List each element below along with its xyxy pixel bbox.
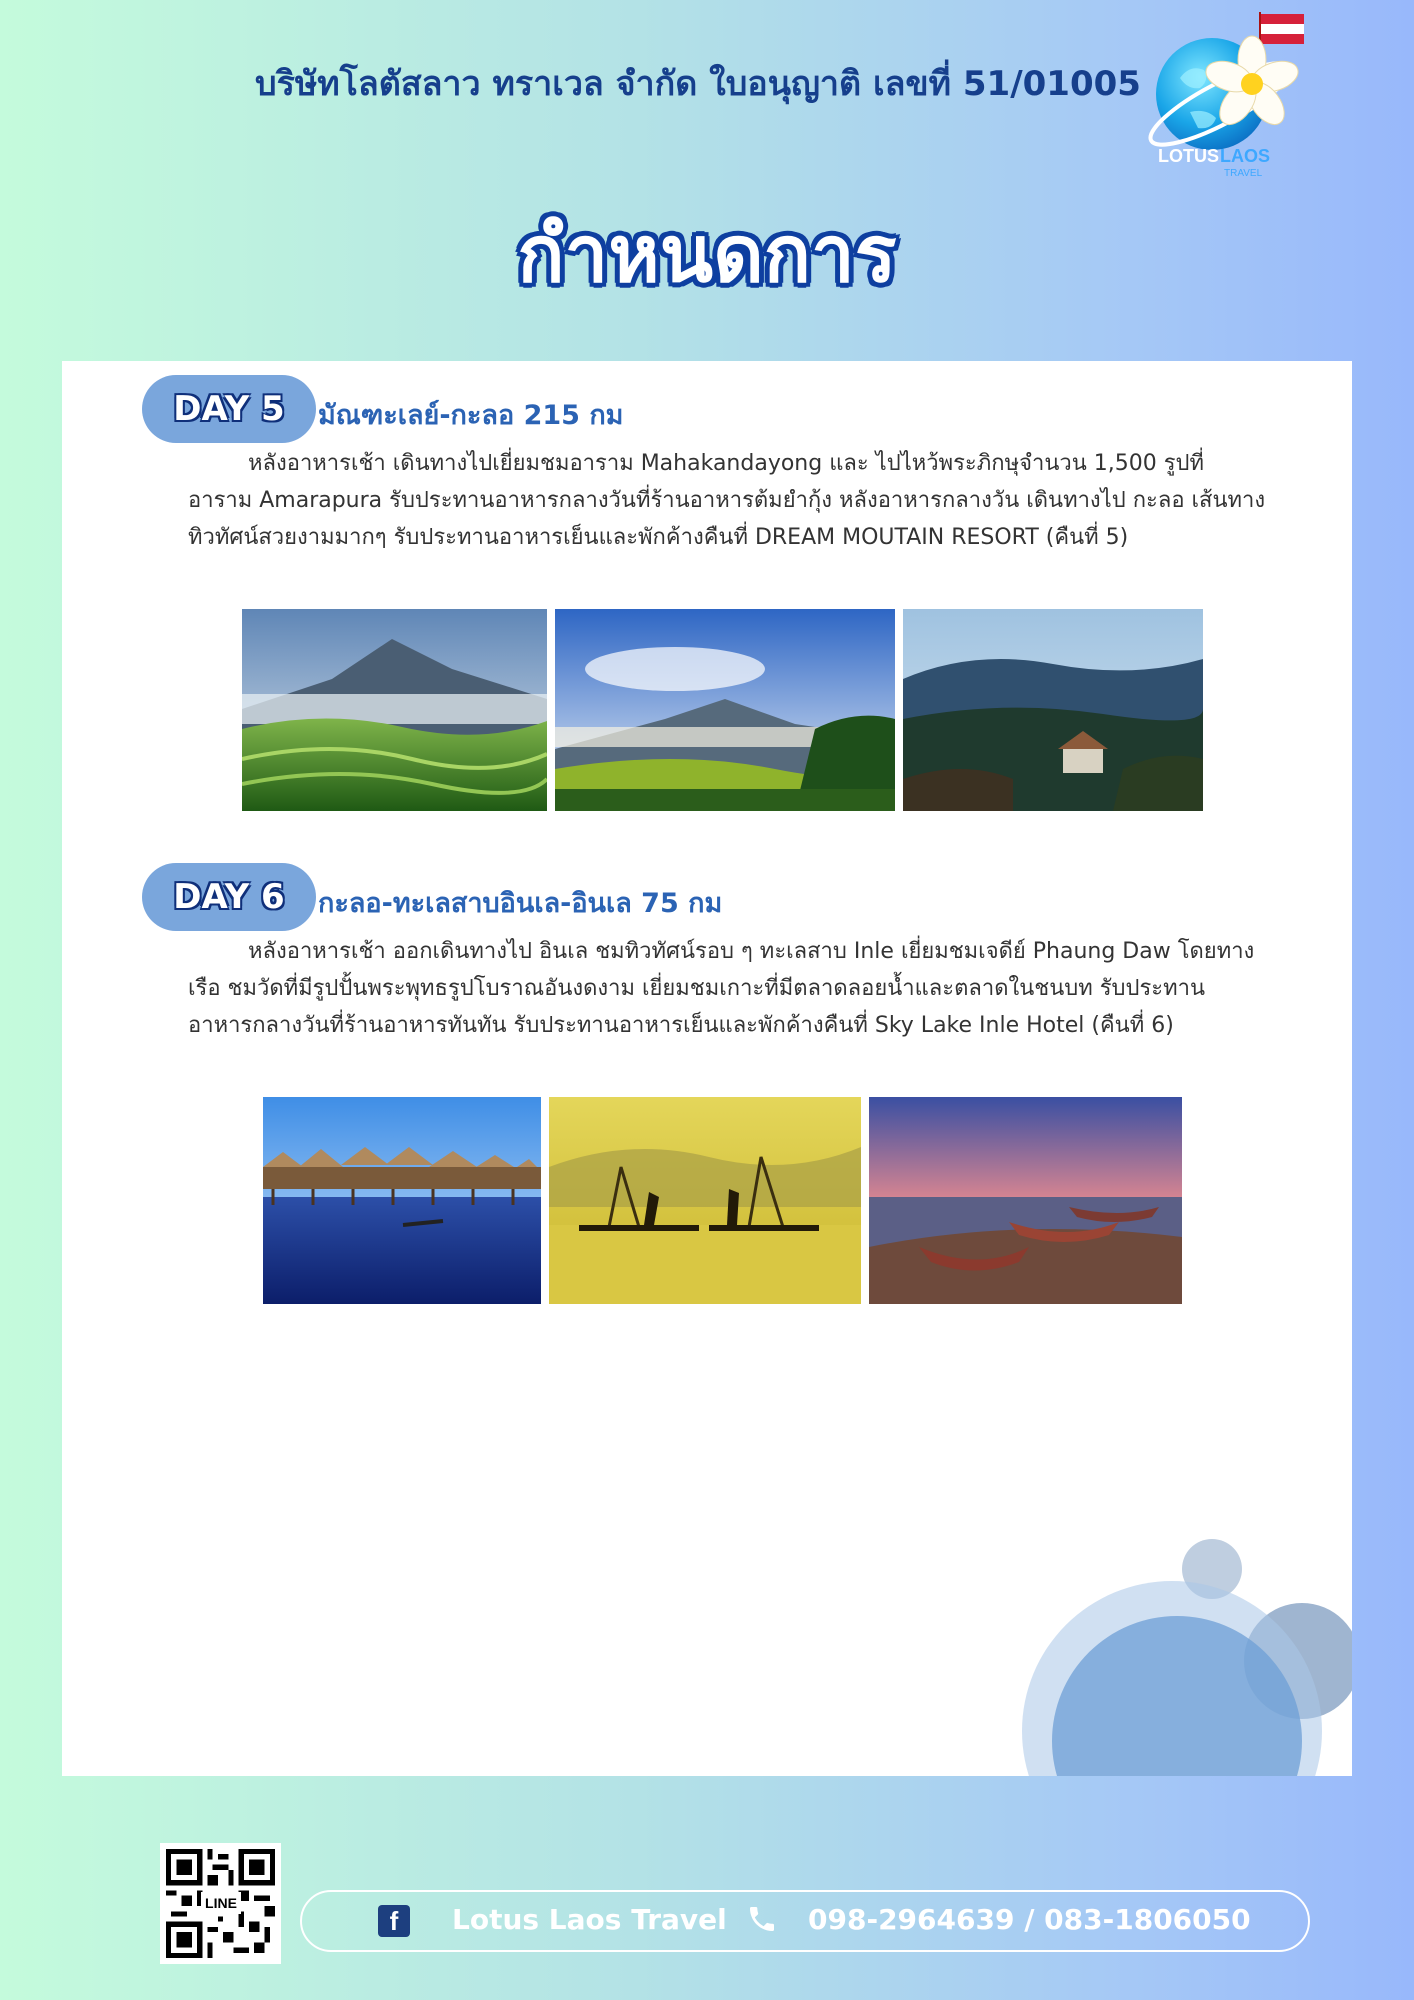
day-6-route: กะลอ-ทะเลสาบอินเล-อินเล 75 กม [318, 888, 723, 919]
day-5-photo-volcano-valley [555, 609, 895, 811]
day-5-photo-mountain-rice-terraces [242, 609, 547, 811]
lotus-laos-logo-icon [1140, 8, 1310, 180]
qr-line-label: LINE [201, 1892, 241, 1914]
logo-text-sub: TRAVEL [1224, 168, 1263, 179]
page-title: กำหนดการ [517, 210, 897, 300]
facebook-page-name[interactable]: Lotus Laos Travel [452, 1903, 727, 1936]
decorative-circles [1002, 1511, 1352, 1776]
phone-numbers[interactable]: 098-2964639 / 083-1806050 [808, 1903, 1251, 1936]
phone-icon [746, 1903, 778, 1935]
itinerary-panel [62, 361, 1352, 1776]
lotus-laos-logo [1140, 8, 1310, 180]
day-6-badge: DAY 6 [142, 863, 316, 931]
day-5-badge: DAY 5 [142, 375, 316, 443]
day-6-photo-stilt-houses-lake [263, 1097, 541, 1304]
day-6-description: หลังอาหารเช้า ออกเดินทางไป อินเล ชมทิวทัศน์รอบ ๆ ทะเลสาบ Inle เยี่ยมชมเจดีย์ Phaung Daw โดยทางเรือ ชมวัดที่มีรูปปั้นพระพุทธรูปโบราณอันงดงาม เยี่ยมชมเกาะที่มีตลาดลอยน้ำและตลาดในชนบท รับประทานอาหารกลางวันที่ร้านอาหารทันทัน รับประทานอาหารเย็นและพักค้างคืนที่ Sky Lake Inle Hotel (คืนที่ 6) [188, 939, 1255, 1038]
day-5-description: หลังอาหารเช้า เดินทางไปเยี่ยมชมอาราม Mahakandayong และ ไปไหว้พระภิกษุจำนวน 1,500 รูปที่อาราม Amarapura รับประทานอาหารกลางวันที่ร้านอาหารต้มยำกุ้ง หลังอาหารกลางวัน เดินทางไป กะลอ เส้นทางทิวทัศน์สวยงามมากๆ รับประทานอาหารเย็นและพักค้างคืนที่ DREAM MOUTAIN RESORT (คืนที่ 5) [188, 451, 1266, 550]
line-qr-code[interactable] [160, 1843, 281, 1964]
day-5-photo-kalaw-resort [903, 609, 1203, 811]
day-6-photo-boats-sunset [869, 1097, 1182, 1304]
company-license-heading: บริษัทโลตัสลาว ทราเวล จำกัด ใบอนุญาติ เลขที่ 51/01005 [255, 64, 1141, 104]
logo-text-accent: LAOS [1220, 146, 1271, 166]
day-5-route: มัณฑะเลย์-กะลอ 215 กม [318, 400, 624, 431]
day-6-photo-inle-fishermen [549, 1097, 861, 1304]
facebook-icon[interactable]: f [378, 1905, 410, 1937]
logo-text-main: LOTUS [1158, 146, 1219, 166]
